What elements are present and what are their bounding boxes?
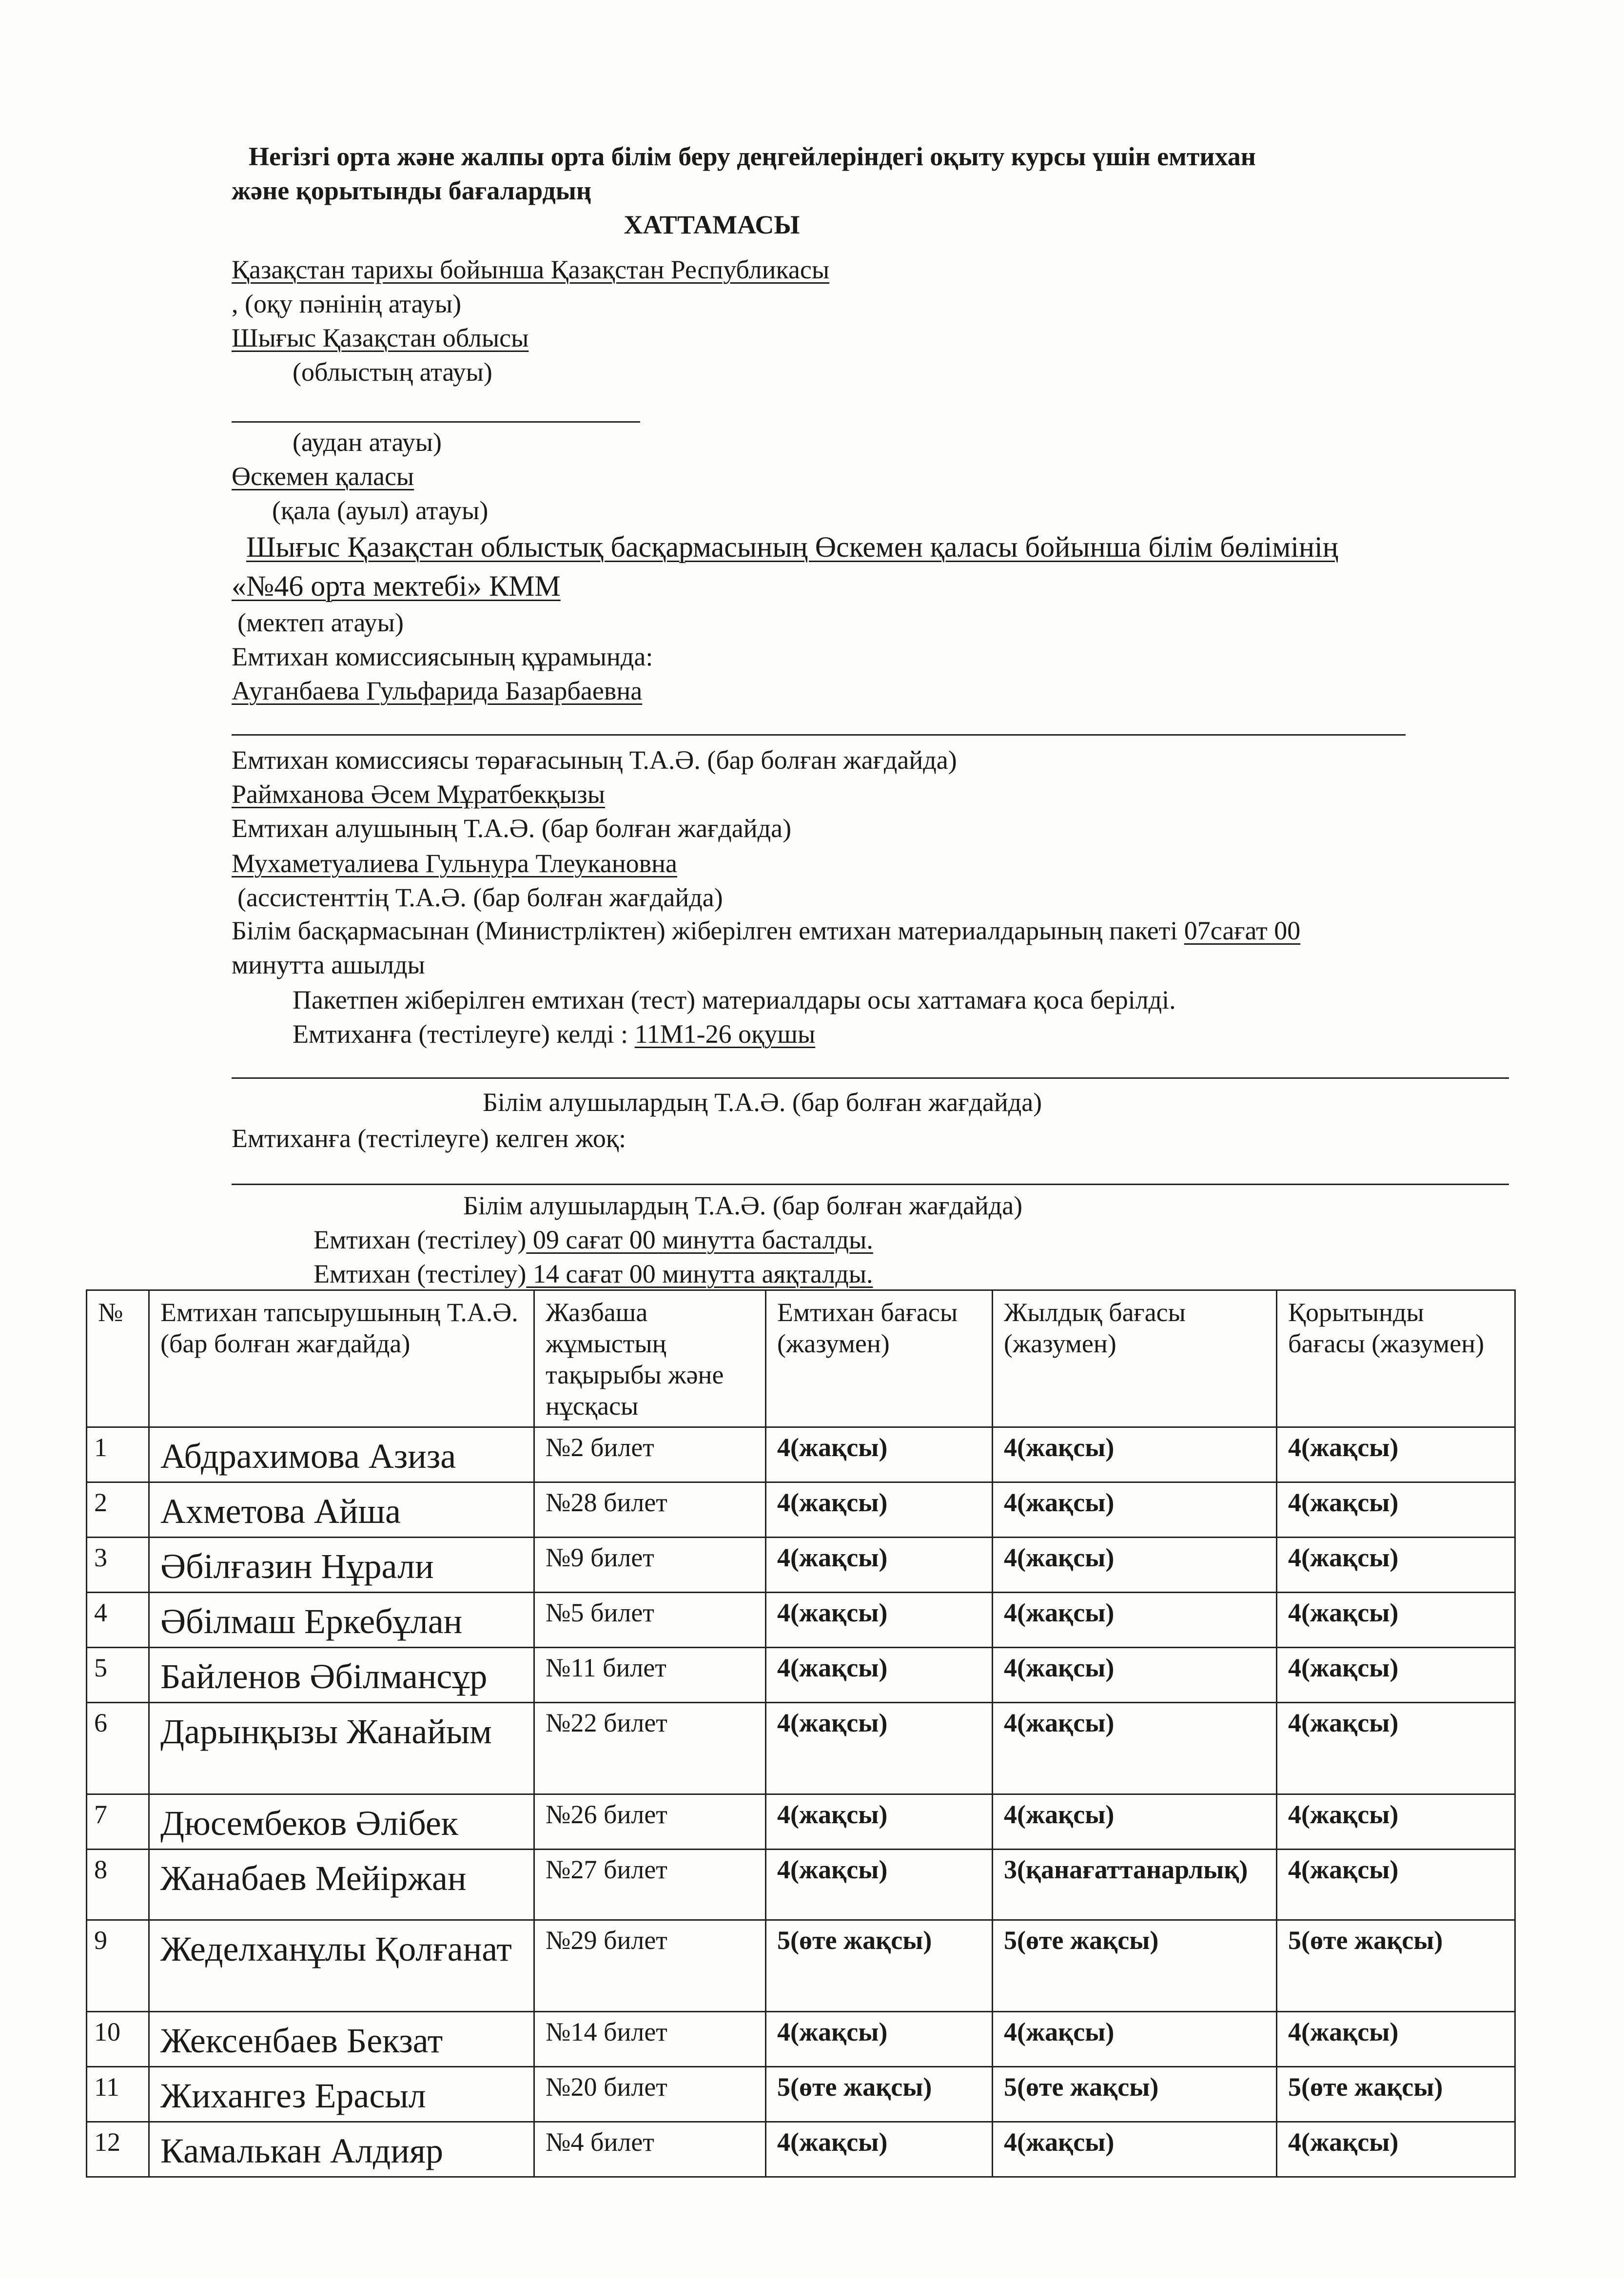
arrived-blank-line (232, 1077, 1509, 1079)
arrived-value: 11М1-26 оқушы (634, 1019, 816, 1049)
region-name: Шығыс Қазақстан облысы (232, 323, 529, 352)
annual-grade: 4(жақсы) (993, 1427, 1277, 1482)
ticket-number: №20 билет (534, 2067, 766, 2122)
exam-end-line (313, 1258, 873, 1290)
district-blank-line (232, 421, 640, 423)
table-row (87, 1427, 1515, 1482)
exam-grade: 4(жақсы) (766, 1593, 993, 1648)
ticket-number: №28 билет (534, 1482, 766, 1538)
header-student-name: Емтихан тапсырушының Т.А.Ә. (бар болған жағдайда) (149, 1290, 534, 1427)
final-grade: 4(жақсы) (1277, 2012, 1515, 2067)
annual-grade: 5(өте жақсы) (993, 2067, 1277, 2122)
final-grade: 4(жақсы) (1277, 1850, 1515, 1920)
annual-grade: 5(өте жақсы) (993, 1920, 1277, 2012)
commission-label: Емтихан комиссиясының құрамында: (232, 642, 653, 671)
student-name: Дарынқызы Жанайым (149, 1703, 534, 1794)
package-opened-time: 07сағат 00 (1184, 916, 1301, 945)
annual-grade: 4(жақсы) (993, 1538, 1277, 1593)
ticket-number: №4 билет (534, 2122, 766, 2177)
header-exam-grade: Емтихан бағасы (жазумен) (766, 1290, 993, 1427)
student-name: Дюсембеков Әлібек (149, 1794, 534, 1850)
package-attached-note: Пакетпен жіберілген емтихан (тест) материалдары осы хаттамаға қоса берілді. (293, 985, 1176, 1014)
exam-grade: 4(жақсы) (766, 1538, 993, 1593)
exam-end-prefix: Емтихан (тестілеу) (313, 1259, 527, 1288)
student-name: Ахметова Айша (149, 1482, 534, 1538)
subject-caption: , (оқу пәнінің атауы) (232, 289, 462, 318)
exam-grade: 5(өте жақсы) (766, 2067, 993, 2122)
table-header-row (87, 1290, 1515, 1427)
final-grade: 4(жақсы) (1277, 1703, 1515, 1794)
final-grade: 4(жақсы) (1277, 1794, 1515, 1850)
student-name: Жихангез Ерасыл (149, 2067, 534, 2122)
student-name: Абдрахимова Азиза (149, 1427, 534, 1482)
row-number: 2 (87, 1482, 149, 1538)
students-caption-1: Білім алушылардың Т.А.Ә. (бар болған жағдайда) (483, 1088, 1042, 1117)
final-grade: 5(өте жақсы) (1277, 2067, 1515, 2122)
final-grade: 4(жақсы) (1277, 1593, 1515, 1648)
absent-label: Емтиханға (тестілеуге) келген жоқ: (232, 1124, 626, 1153)
region-caption: (облыстың атауы) (293, 357, 492, 387)
exam-start-line (313, 1224, 873, 1256)
annual-grade: 4(жақсы) (993, 1593, 1277, 1648)
commission-chair-name: Ауганбаева Гульфарида Базарбаевна (232, 676, 643, 705)
table-row (87, 2122, 1515, 2177)
exam-grade: 4(жақсы) (766, 1794, 993, 1850)
table-row (87, 1648, 1515, 1703)
exam-grade: 4(жақсы) (766, 1648, 993, 1703)
student-name: Байленов Әбілмансұр (149, 1648, 534, 1703)
exam-start-prefix: Емтихан (тестілеу) (313, 1225, 527, 1254)
annual-grade: 4(жақсы) (993, 1648, 1277, 1703)
student-name: Әбілғазин Нұрали (149, 1538, 534, 1593)
students-caption-2: Білім алушылардың Т.А.Ә. (бар болған жағдайда) (463, 1191, 1023, 1220)
annual-grade: 4(жақсы) (993, 2122, 1277, 2177)
row-number: 8 (87, 1850, 149, 1920)
row-number: 6 (87, 1703, 149, 1794)
ticket-number: №22 билет (534, 1703, 766, 1794)
annual-grade: 4(жақсы) (993, 2012, 1277, 2067)
student-name: Жеделханұлы Қолғанат (149, 1920, 534, 2012)
exam-grade: 4(жақсы) (766, 1703, 993, 1794)
annual-grade: 3(қанағаттанарлық) (993, 1850, 1277, 1920)
exam-grade: 4(жақсы) (766, 1427, 993, 1482)
package-opened-suffix: минутта ашылды (232, 950, 425, 979)
annual-grade: 4(жақсы) (993, 1482, 1277, 1538)
final-grade: 4(жақсы) (1277, 2122, 1515, 2177)
final-grade: 4(жақсы) (1277, 1482, 1515, 1538)
subject-name: Қазақстан тарихы бойынша Қазақстан Республикасы (232, 255, 830, 284)
exam-grade: 4(жақсы) (766, 2012, 993, 2067)
arrived-label: Емтиханға (тестілеуге) келді : (293, 1019, 635, 1049)
examiner-name: Раймханова Әсем Мұратбекқызы (232, 779, 606, 809)
absent-blank-line (232, 1184, 1509, 1185)
table-row (87, 2012, 1515, 2067)
header-final-grade: Қорытынды бағасы (жазумен) (1277, 1290, 1515, 1427)
table-row (87, 1482, 1515, 1538)
student-name: Жексенбаев Бекзат (149, 2012, 534, 2067)
row-number: 11 (87, 2067, 149, 2122)
ticket-number: №2 билет (534, 1427, 766, 1482)
row-number: 10 (87, 2012, 149, 2067)
row-number: 1 (87, 1427, 149, 1482)
school-name-line-1: Шығыс Қазақстан облыстық басқармасының Өскемен қаласы бойынша білім бөлімінің (246, 531, 1338, 563)
final-grade: 4(жақсы) (1277, 1427, 1515, 1482)
document-title: ХАТТАМАСЫ (624, 210, 800, 239)
school-caption: (мектеп атауы) (237, 608, 404, 637)
ticket-number: №5 билет (534, 1593, 766, 1648)
district-caption: (аудан атауы) (293, 428, 442, 457)
assistant-name: Мухаметуалиева Гульнура Тлеукановна (232, 849, 677, 878)
exam-grade: 4(жақсы) (766, 1850, 993, 1920)
exam-end-value: 14 сағат 00 минутта аяқталды. (526, 1259, 873, 1288)
student-name: Жанабаев Мейіржан (149, 1850, 534, 1920)
assistant-caption: (ассистенттің Т.А.Ә. (бар болған жағдайда) (237, 883, 723, 912)
row-number: 4 (87, 1593, 149, 1648)
row-number: 7 (87, 1794, 149, 1850)
exam-grade: 4(жақсы) (766, 1482, 993, 1538)
heading-line-2: және қорытынды бағалардың (232, 176, 591, 205)
ticket-number: №9 билет (534, 1538, 766, 1593)
student-name: Камалькан Алдияр (149, 2122, 534, 2177)
exam-start-value: 09 сағат 00 минутта басталды. (526, 1225, 873, 1254)
row-number: 3 (87, 1538, 149, 1593)
exam-grade: 4(жақсы) (766, 2122, 993, 2177)
final-grade: 5(өте жақсы) (1277, 1920, 1515, 2012)
table-row (87, 2067, 1515, 2122)
table-row (87, 1593, 1515, 1648)
row-number: 12 (87, 2122, 149, 2177)
ticket-number: №26 билет (534, 1794, 766, 1850)
package-opened-line (232, 915, 1300, 947)
table-row (87, 1794, 1515, 1850)
school-name-line-2: «№46 орта мектебі» КММ (232, 570, 561, 602)
final-grade: 4(жақсы) (1277, 1648, 1515, 1703)
annual-grade: 4(жақсы) (993, 1794, 1277, 1850)
annual-grade: 4(жақсы) (993, 1703, 1277, 1794)
row-number: 9 (87, 1920, 149, 2012)
arrived-line (293, 1018, 815, 1050)
ticket-number: №29 билет (534, 1920, 766, 2012)
table-row (87, 1920, 1515, 2012)
ticket-number: №11 билет (534, 1648, 766, 1703)
examiner-caption: Емтихан алушының Т.А.Ә. (бар болған жағдайда) (232, 814, 792, 843)
table-row (87, 1703, 1515, 1794)
city-caption: (қала (ауыл) атауы) (272, 496, 489, 525)
header-written-topic: Жазбаша жұмыстың тақырыбы және нұсқасы (534, 1290, 766, 1427)
row-number: 5 (87, 1648, 149, 1703)
heading-line-1: Негізгі орта және жалпы орта білім беру деңгейлеріндегі оқыту курсы үшін емтихан (249, 142, 1256, 171)
table-row (87, 1850, 1515, 1920)
header-annual-grade: Жылдық бағасы (жазумен) (993, 1290, 1277, 1427)
grades-table (86, 1289, 1516, 2178)
table-row (87, 1538, 1515, 1593)
ticket-number: №27 билет (534, 1850, 766, 1920)
package-opened-text: Білім басқармасынан (Министрліктен) жіберілген емтихан материалдарының пакеті (232, 916, 1184, 945)
commission-chair-caption: Емтихан комиссиясы төрағасының Т.А.Ә. (бар болған жағдайда) (232, 745, 957, 775)
student-name: Әбілмаш Еркебұлан (149, 1593, 534, 1648)
final-grade: 4(жақсы) (1277, 1538, 1515, 1593)
exam-grade: 5(өте жақсы) (766, 1920, 993, 2012)
header-number: № (87, 1290, 149, 1427)
ticket-number: №14 билет (534, 2012, 766, 2067)
city-name: Өскемен қаласы (232, 462, 414, 491)
chair-blank-line (232, 734, 1406, 736)
